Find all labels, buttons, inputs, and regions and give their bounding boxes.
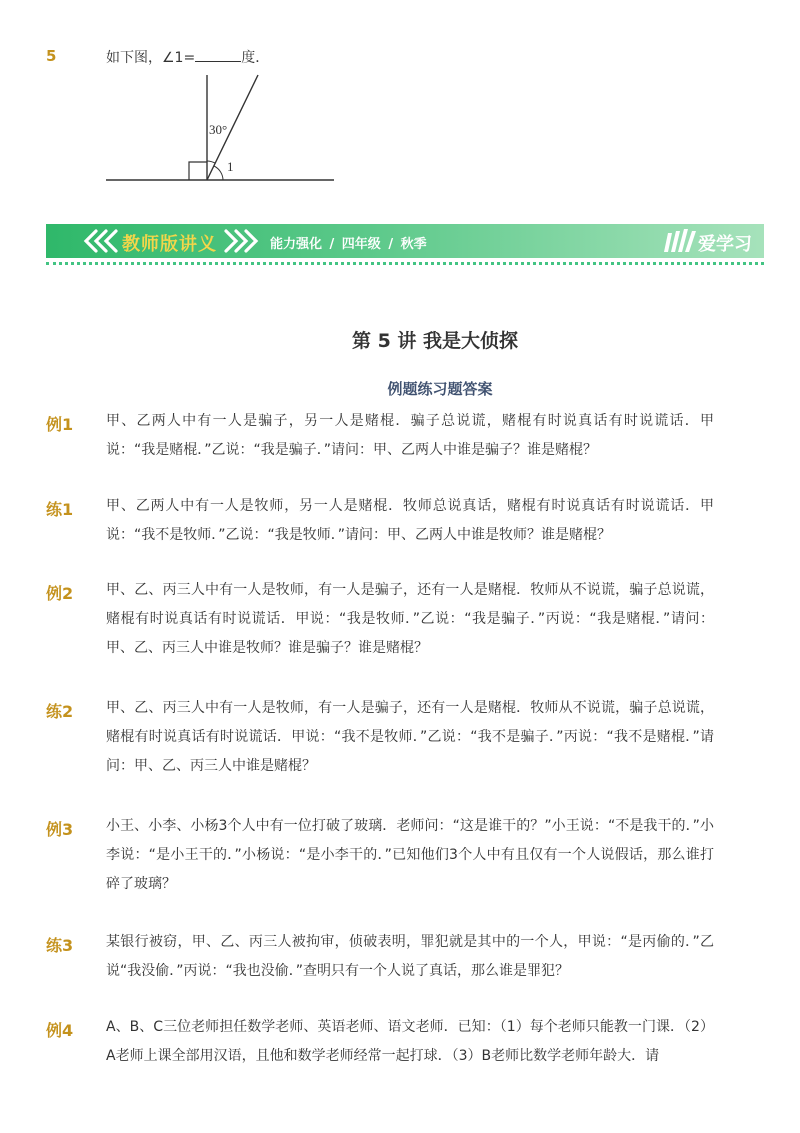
angle-1-arc: [214, 166, 223, 180]
problem-text: 某银行被窃，甲、乙、丙三人被拘审，侦破表明，罪犯就是其中的一个人，甲说：“是丙偷的．”乙说“我没偷．”丙说：“我也没偷．”查明只有一个人说了真话，那么谁是罪犯？: [106, 934, 714, 979]
problem-text: 甲、乙两人中有一人是牧师，另一人是赌棍．牧师总说真话，赌棍有时说真话有时说谎话．甲说：“我不是牧师．”乙说：“我是牧师．”请问：甲、乙两人中谁是牧师？谁是赌棍？: [106, 498, 714, 543]
header-banner: [46, 224, 764, 258]
section-title: 例题练习题答案: [387, 380, 493, 398]
banner-title: 教师版讲义: [122, 234, 217, 255]
angle-30-arc: [207, 161, 215, 163]
problem-text: 小王、小李、小杨3个人中有一位打破了玻璃．老师问：“这是谁干的？”小王说：“不是我干的．”小李说：“是小王干的．”小杨说：“是小李干的．”已知他们3个人中有且仅有一个人说假话，那么谁打碎了玻璃？: [106, 818, 714, 892]
banner-subtitle: 能力强化 / 四年级 / 秋季: [270, 237, 427, 252]
problem-label: 练3: [46, 936, 74, 955]
problem-text: A、B、C三位老师担任数学老师、英语老师、语文老师．已知：（1）每个老师只能教一门课．（2）A老师上课全部用汉语，且他和数学老师经常一起打球．（3）B老师比数学老师年龄大．请: [106, 1019, 714, 1064]
banner-divider: [46, 262, 764, 265]
angle-30-label: 30°: [209, 122, 228, 137]
problem-text: 甲、乙、丙三人中有一人是牧师，有一人是骗子，还有一人是赌棍．牧师从不说谎，骗子总说谎，赌棍有时说真话有时说谎话．甲说：“我不是牧师．”乙说：“我不是骗子．”丙说：“我不是赌棍．”请问：甲、乙、丙三人中谁是赌棍？: [106, 700, 714, 774]
problem-text: 甲、乙两人中有一人是骗子，另一人是赌棍．骗子总说谎，赌棍有时说真话有时说谎话．甲说：“我是赌棍．”乙说：“我是骗子．”请问：甲、乙两人中谁是骗子？谁是赌棍？: [106, 413, 714, 458]
brand-name: 爱学习: [698, 234, 752, 255]
question-number: 5: [46, 47, 57, 65]
problem-label: 例2: [46, 584, 74, 603]
angle-figure: [100, 70, 340, 185]
problem-label: 例1: [46, 415, 74, 434]
lecture-title: 第 5 讲 我是大侦探: [351, 330, 519, 352]
problem-label: 例4: [46, 1021, 74, 1040]
right-angle-mark: [189, 162, 207, 180]
question-text: [106, 47, 269, 67]
problem-label: 练1: [46, 500, 74, 519]
question-text-before: 如下图，∠1=: [106, 50, 196, 66]
problem-text: 甲、乙、丙三人中有一人是牧师，有一人是骗子，还有一人是赌棍．牧师从不说谎，骗子总说谎，赌棍有时说真话有时说谎话．甲说：“我是牧师．”乙说：“我是骗子．”丙说：“我是赌棍．”请问：甲、乙、丙三人中谁是牧师？谁是骗子？谁是赌棍？: [106, 582, 714, 656]
question-text-after: 度．: [241, 50, 270, 66]
angle-1-label: 1: [227, 159, 234, 174]
problem-label: 练2: [46, 702, 74, 721]
answer-blank: [195, 49, 241, 62]
problem-label: 例3: [46, 820, 74, 839]
